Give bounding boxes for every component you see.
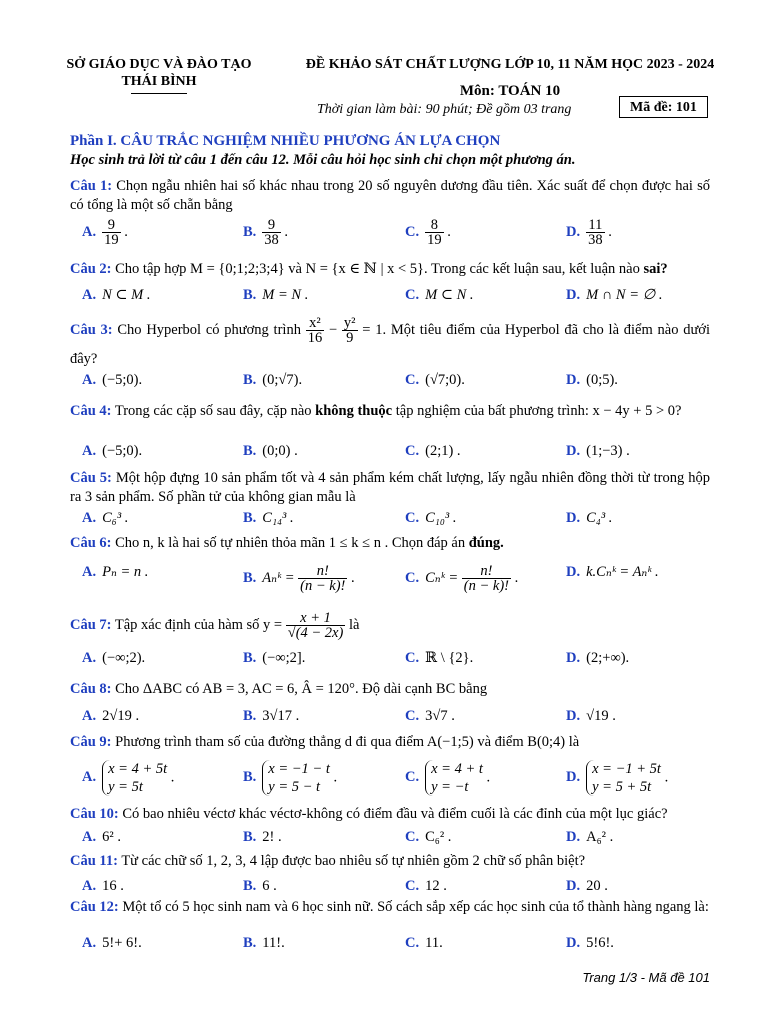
- numerator: x²: [306, 316, 325, 331]
- option-d[interactable]: [566, 287, 663, 304]
- question-text: tập nghiệm của bất phương trình: x − 4y + 5 > 0?: [395, 403, 682, 419]
- option-d[interactable]: [566, 510, 612, 527]
- option-letter: A.: [82, 372, 97, 388]
- option-letter: D.: [566, 935, 581, 951]
- option-letter: C.: [405, 569, 420, 586]
- fraction: [286, 611, 346, 640]
- option-letter: B.: [243, 443, 257, 459]
- option-value: 20 .: [586, 878, 608, 894]
- question-label: Câu 7:: [70, 617, 112, 633]
- option-c[interactable]: [405, 650, 473, 667]
- options-2: [70, 287, 710, 311]
- option-letter: B.: [243, 287, 257, 303]
- option-value: 2√19 .: [102, 708, 140, 724]
- option-value: (1;−3) .: [586, 443, 630, 459]
- fraction: [262, 218, 281, 247]
- option-value: 11.: [425, 935, 443, 951]
- options-3: [70, 372, 710, 396]
- options-12: [70, 935, 710, 959]
- equation-line: y = 5 − t: [268, 779, 321, 795]
- denominator: 19: [427, 232, 442, 248]
- question-7: [70, 610, 710, 640]
- option-value: C₁₄³ .: [262, 510, 294, 526]
- fraction: [342, 316, 358, 345]
- option-value: M ∩ N = ∅ .: [586, 287, 663, 303]
- option-prefix: Cₙᵏ =: [425, 569, 459, 586]
- option-letter: A.: [82, 564, 97, 580]
- option-value: (2;1) .: [425, 443, 461, 459]
- question-12: [70, 898, 710, 917]
- option-value: M ⊂ N .: [425, 287, 474, 303]
- denominator: (n − k)!: [463, 578, 509, 594]
- question-3: Câu 3: Cho Hyperbol có phương trình $\frac{\text{x²}}{16}$ − $\frac{\text{y²}}{9}$ = 1. Một tiêu điểm của Hyperbol đã cho là điểm nào dưới đây?: [70, 315, 711, 368]
- question-label: Câu 2:: [70, 261, 112, 277]
- option-value: (−∞;2].: [262, 650, 306, 666]
- numerator: 9: [102, 218, 121, 233]
- question-label: Câu 11:: [70, 853, 118, 869]
- question-1: [70, 177, 710, 215]
- option-a[interactable]: A. x = 4 + 5t y = 5t .: [82, 761, 175, 795]
- option-value: 5!6!.: [586, 935, 614, 951]
- options-8: [70, 708, 710, 732]
- option-value: (√7;0).: [425, 372, 465, 388]
- option-letter: C.: [405, 829, 420, 845]
- exam-title: ĐỀ KHẢO SÁT CHẤT LƯỢNG LỚP 10, 11 NĂM HỌC 2023 - 2024: [305, 57, 715, 72]
- option-c[interactable]: [405, 878, 447, 895]
- equation-line: x = −1 − t: [268, 761, 330, 777]
- option-d[interactable]: [566, 564, 659, 581]
- option-letter: B.: [243, 569, 257, 586]
- option-value: (0;5).: [586, 372, 618, 388]
- options-9: [70, 760, 710, 800]
- exam-code: Mã đề: 101: [619, 96, 708, 118]
- fraction: [425, 218, 444, 247]
- option-b[interactable]: [243, 708, 299, 725]
- option-d[interactable]: D. x = −1 + 5t y = 5 + 5t .: [566, 761, 669, 795]
- option-c[interactable]: [405, 510, 456, 527]
- equation-line: y = 5t: [108, 779, 143, 795]
- option-value: (−5;0).: [102, 372, 143, 388]
- question-text: Từ các chữ số 1, 2, 3, 4 lập được bao nhiêu số tự nhiên gồm 2 chữ số phân biệt?: [121, 853, 586, 869]
- option-d[interactable]: [566, 650, 629, 667]
- option-letter: A.: [82, 650, 97, 666]
- options-5: [70, 510, 710, 534]
- option-letter: C.: [405, 935, 420, 951]
- option-b[interactable]: [243, 650, 305, 667]
- equation-line: x = −1 + 5t: [592, 761, 661, 777]
- department-name: SỞ GIÁO DỤC VÀ ĐÀO TẠO: [66, 57, 252, 72]
- option-value: C₆² .: [425, 829, 452, 845]
- option-prefix: Aₙᵏ =: [262, 569, 295, 586]
- option-a[interactable]: A. $\frac{9}{19}$ .: [82, 217, 128, 248]
- question-text: Tập xác định của hàm số y =: [114, 617, 283, 633]
- option-b[interactable]: B. Aₙᵏ = $\frac{n!}{(n - k)!}$ .: [243, 563, 355, 594]
- province-name: THÁI BÌNH: [121, 74, 197, 89]
- question-9: [70, 733, 710, 752]
- equation-system: [102, 760, 167, 796]
- option-a[interactable]: [82, 878, 124, 895]
- option-d[interactable]: [566, 372, 618, 389]
- equation-line: y = −t: [431, 779, 469, 795]
- equation-system: [586, 760, 661, 796]
- option-letter: A.: [82, 935, 97, 951]
- numerator: x + 1: [286, 611, 346, 626]
- option-c[interactable]: C. Cₙᵏ = $\frac{n!}{(n - k)!}$ .: [405, 563, 519, 594]
- option-value: 6² .: [102, 829, 121, 845]
- question-label: Câu 6:: [70, 535, 112, 551]
- option-a[interactable]: [82, 650, 145, 667]
- option-b[interactable]: [243, 510, 294, 527]
- divider: [131, 93, 187, 94]
- option-value: 2! .: [262, 829, 282, 845]
- option-c[interactable]: [405, 935, 443, 952]
- keyword: đúng.: [468, 535, 504, 551]
- option-letter: B.: [243, 769, 257, 786]
- option-b[interactable]: B. $\frac{9}{38}$ .: [243, 217, 289, 248]
- options-1: [70, 217, 710, 248]
- question-text: Cho n, k là hai số tự nhiên thỏa mãn 1 ≤ k ≤ n . Chọn đáp án: [115, 535, 466, 551]
- question-text: = 1. Một tiêu điểm của Hyperbol đã cho là điểm nào dưới đây?: [70, 322, 711, 368]
- option-value: C₄³ .: [586, 510, 613, 526]
- option-letter: C.: [405, 510, 420, 526]
- option-letter: A.: [82, 443, 97, 459]
- option-value: C₆³ .: [102, 510, 129, 526]
- option-letter: A.: [82, 769, 97, 786]
- question-text: Cho tập hợp M = {0;1;2;3;4} và N = {x ∈ ℕ | x < 5}. Trong các kết luận sau, kết luận nào: [115, 261, 640, 277]
- denominator: 38: [264, 232, 279, 248]
- question-text: Có bao nhiêu véctơ khác véctơ-không có điểm đầu và điểm cuối là các đỉnh của một lục giác?: [122, 806, 668, 822]
- option-letter: D.: [566, 769, 581, 786]
- option-d[interactable]: [566, 935, 614, 952]
- question-11: [70, 852, 710, 871]
- question-10: [70, 805, 710, 824]
- option-value: ℝ \ {2}.: [425, 650, 474, 666]
- numerator: 9: [262, 218, 281, 233]
- option-b[interactable]: [243, 443, 298, 460]
- option-value: (2;+∞).: [586, 650, 630, 666]
- option-b[interactable]: B. x = −1 − t y = 5 − t .: [243, 761, 338, 795]
- option-letter: D.: [566, 443, 581, 459]
- question-text: Một hộp đựng 10 sản phẩm tốt và 4 sản phẩm kém chất lượng, lấy ngẫu nhiên đồng thời từ trong hộp ra 3 sản phẩm. Số phần tử của không gian mẫu là: [70, 470, 710, 505]
- option-a[interactable]: [82, 287, 151, 304]
- option-b[interactable]: [243, 287, 308, 304]
- denominator: 19: [104, 232, 119, 248]
- options-6: [70, 563, 710, 594]
- options-7: [70, 650, 710, 674]
- option-value: M = N .: [262, 287, 309, 303]
- option-letter: D.: [566, 510, 581, 526]
- option-letter: C.: [405, 708, 420, 724]
- option-letter: B.: [243, 650, 257, 666]
- option-letter: C.: [405, 287, 420, 303]
- option-letter: D.: [566, 223, 581, 240]
- option-letter: C.: [405, 443, 420, 459]
- option-letter: A.: [82, 878, 97, 894]
- option-b[interactable]: [243, 878, 277, 895]
- fraction: [586, 218, 605, 247]
- option-value: 3√17 .: [262, 708, 300, 724]
- option-a[interactable]: [82, 708, 139, 725]
- question-label: Câu 9:: [70, 734, 112, 750]
- keyword: sai?: [643, 261, 668, 277]
- option-c[interactable]: C. $\frac{8}{19}$ .: [405, 217, 451, 248]
- option-d[interactable]: D. $\frac{11}{38}$ .: [566, 217, 612, 248]
- option-value: (0;0) .: [262, 443, 298, 459]
- options-4: [70, 443, 710, 467]
- option-d[interactable]: [566, 829, 613, 846]
- option-a[interactable]: [82, 829, 121, 846]
- option-value: 16 .: [102, 878, 124, 894]
- option-value: 5!+ 6!.: [102, 935, 142, 951]
- keyword: không thuộc: [315, 403, 393, 419]
- option-value: √19 .: [586, 708, 616, 724]
- option-letter: B.: [243, 223, 257, 240]
- options-10: [70, 829, 710, 853]
- option-a[interactable]: [82, 372, 142, 389]
- option-letter: D.: [566, 650, 581, 666]
- option-value: (−5;0).: [102, 443, 143, 459]
- option-letter: C.: [405, 372, 420, 388]
- option-b[interactable]: [243, 829, 282, 846]
- question-label: Câu 10:: [70, 806, 119, 822]
- option-value: Pₙ = n .: [102, 564, 149, 580]
- numerator: n!: [298, 564, 347, 579]
- option-value: (0;√7).: [262, 372, 303, 388]
- option-letter: A.: [82, 287, 97, 303]
- option-letter: B.: [243, 935, 257, 951]
- time-note: Thời gian làm bài: 90 phút; Đề gồm 03 trang: [317, 102, 572, 117]
- equation-line: x = 4 + 5t: [108, 761, 168, 777]
- denominator: 9: [346, 330, 354, 347]
- option-letter: B.: [243, 829, 257, 845]
- equation-system: [425, 760, 483, 796]
- denominator: 16: [307, 330, 323, 347]
- option-d[interactable]: [566, 708, 616, 725]
- option-a[interactable]: [82, 564, 148, 581]
- option-letter: C.: [405, 223, 420, 240]
- option-c[interactable]: [405, 443, 461, 460]
- question-8: [70, 680, 710, 699]
- option-d[interactable]: [566, 443, 630, 460]
- option-value: 3√7 .: [425, 708, 455, 724]
- equation-line: y = 5 + 5t: [592, 779, 652, 795]
- option-c[interactable]: [405, 829, 451, 846]
- fraction: [306, 316, 325, 345]
- option-letter: C.: [405, 878, 420, 894]
- department-header: [48, 56, 270, 94]
- fraction: [102, 218, 121, 247]
- question-5: [70, 469, 710, 507]
- option-value: C₁₀³ .: [425, 510, 457, 526]
- option-d[interactable]: [566, 878, 608, 895]
- numerator: 8: [425, 218, 444, 233]
- question-6: [70, 534, 710, 553]
- option-value: 6 .: [262, 878, 277, 894]
- question-label: Câu 1:: [70, 178, 113, 194]
- option-c[interactable]: [405, 287, 474, 304]
- part-instruction: Học sinh trả lời từ câu 1 đến câu 12. Mỗi câu hỏi học sinh chỉ chọn một phương án.: [70, 152, 576, 168]
- option-letter: B.: [243, 878, 257, 894]
- question-4: [70, 402, 710, 421]
- part-title: Phần I. CÂU TRẮC NGHIỆM NHIỀU PHƯƠNG ÁN LỰA CHỌN: [70, 133, 501, 149]
- denominator: (n − k)!: [300, 578, 346, 594]
- question-text: Trong các cặp số sau đây, cặp nào: [114, 403, 312, 419]
- numerator: 11: [586, 218, 605, 233]
- question-text: Một tổ có 5 học sinh nam và 6 học sinh nữ. Số cách sắp xếp các học sinh của tổ thành hàng ngang là:: [122, 899, 709, 915]
- equation-system: [262, 760, 330, 796]
- question-label: Câu 12:: [70, 899, 119, 915]
- option-letter: B.: [243, 708, 257, 724]
- fraction: [298, 564, 347, 593]
- question-label: Câu 8:: [70, 681, 112, 697]
- subject: Môn: TOÁN 10: [459, 83, 561, 99]
- option-letter: B.: [243, 510, 257, 526]
- option-letter: D.: [566, 564, 581, 580]
- question-text: Phương trình tham số của đường thẳng d đi qua điểm A(−1;5) và điểm B(0;4) là: [115, 734, 580, 750]
- option-a[interactable]: [82, 510, 128, 527]
- option-letter: A.: [82, 223, 97, 240]
- option-letter: A.: [82, 829, 97, 845]
- option-c[interactable]: [405, 708, 455, 725]
- question-text: Chọn ngẫu nhiên hai số khác nhau trong 20 số nguyên dương đầu tiên. Xác suất để chọn được hai số có tổng là một số chẵn bằng: [70, 178, 711, 213]
- question-label: Câu 5:: [70, 470, 112, 486]
- question-label: Câu 3:: [70, 322, 113, 338]
- option-c[interactable]: [405, 372, 465, 389]
- denominator: √(4 − 2x): [287, 625, 344, 642]
- question-2: [70, 260, 710, 279]
- option-letter: D.: [566, 829, 581, 845]
- option-value: 11!.: [262, 935, 285, 951]
- question-text: là: [348, 617, 360, 633]
- option-letter: D.: [566, 287, 581, 303]
- question-label: Câu 4:: [70, 403, 112, 419]
- option-letter: A.: [82, 510, 97, 526]
- question-text: Cho ΔABC có AB = 3, AC = 6, Â = 120°. Độ dài cạnh BC bằng: [115, 681, 488, 697]
- option-value: 12 .: [425, 878, 447, 894]
- option-c[interactable]: C. x = 4 + t y = −t .: [405, 761, 491, 795]
- question-text: Cho Hyperbol có phương trình: [117, 322, 301, 338]
- option-b[interactable]: [243, 372, 302, 389]
- option-value: (−∞;2).: [102, 650, 146, 666]
- fraction: [462, 564, 511, 593]
- option-letter: D.: [566, 372, 581, 388]
- page-footer: Trang 1/3 - Mã đề 101: [582, 970, 710, 985]
- option-a[interactable]: [82, 935, 142, 952]
- option-letter: A.: [82, 708, 97, 724]
- equation-line: x = 4 + t: [431, 761, 483, 777]
- denominator: 38: [588, 232, 603, 248]
- option-value: N ⊂ M .: [102, 287, 151, 303]
- option-value: A₆² .: [586, 829, 614, 845]
- numerator: n!: [462, 564, 511, 579]
- option-letter: C.: [405, 769, 420, 786]
- option-b[interactable]: [243, 935, 285, 952]
- option-letter: C.: [405, 650, 420, 666]
- option-letter: D.: [566, 878, 581, 894]
- option-letter: D.: [566, 708, 581, 724]
- option-a[interactable]: [82, 443, 142, 460]
- option-letter: B.: [243, 372, 257, 388]
- option-value: k.Cₙᵏ = Aₙᵏ .: [586, 564, 659, 580]
- numerator: y²: [343, 315, 356, 332]
